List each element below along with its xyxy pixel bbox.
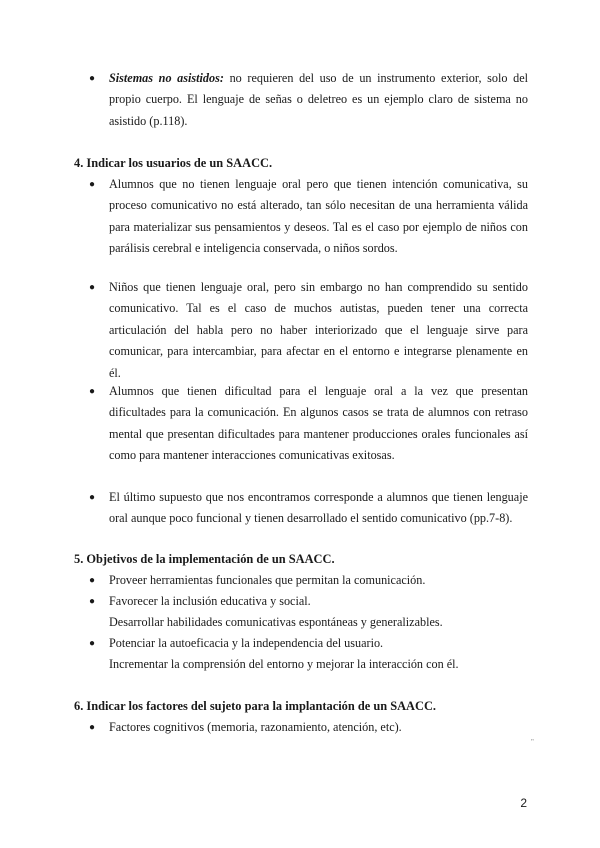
bullet-icon: ● [89,722,96,733]
bullet-icon: ● [89,282,96,293]
section-heading-6: 6. Indicar los factores del sujeto para la implantación de un SAACC. [74,699,436,713]
list-item-text: Factores cognitivos (memoria, razonamiento, atención, etc). [109,720,402,734]
list-item-text: Favorecer la inclusión educativa y social. [109,594,311,608]
bullet-icon: ● [89,596,96,607]
section-heading-5: 5. Objetivos de la implementación de un SAACC. [74,552,335,566]
section-4-list [74,487,528,530]
list-item-text: Potenciar la autoeficacia y la independencia del usuario. [109,636,384,650]
bullet-icon: ● [89,575,96,586]
term-label: Sistemas no asistidos: [109,71,224,85]
list-item-text: Niños que tienen lenguaje oral, pero sin embargo no han comprendido su sentido comunicativo. Tal es el caso de muchos autistas, pueden tener una correcta articulación del habla pero no haber interiorizado que el lenguaje sirve para comunicar, para intercambiar, para afectar en el entorno e integrarse plenamente en él. [109,280,528,380]
section-5-list [74,570,528,591]
section-4-list [74,174,528,260]
section-5-list [74,591,528,612]
section-4-list [74,381,528,467]
list-item [74,487,528,530]
bullet-icon: ● [89,179,96,190]
list-item-text: Alumnos que tienen dificultad para el lenguaje oral a la vez que presentan dificultades para la comunicación. En algunos casos se trata de alumnos con retraso mental que presentan dificultades para mantener producciones orales funcionales así como para mantener interacciones comunicativas exitosas. [109,384,528,463]
bullet-icon: ● [89,492,96,503]
section-heading-4: 4. Indicar los usuarios de un SAACC. [74,156,273,170]
list-item [74,277,528,384]
list-item-text: Proveer herramientas funcionales que permitan la comunicación. [109,573,426,587]
intro-list [74,68,528,132]
section-6-list [74,717,528,738]
stray-mark: " [531,738,534,746]
list-item-text: Alumnos que no tienen lenguaje oral pero que tienen intención comunicativa, su proceso comunicativo no está alterado, tan sólo necesitan de una herramienta válida para materializar sus pensamientos y deseos. Tal es el caso por ejemplo de niños con parálisis cerebral e inteligencia conservada, o niños sordos. [109,177,528,256]
list-item [74,68,528,132]
list-item [74,591,528,612]
page-number: 2 [520,796,527,810]
continuation-line: Incrementar la comprensión del entorno y mejorar la interacción con él. [109,657,459,671]
list-item [74,717,528,738]
list-item [74,633,528,654]
list-item [74,174,528,260]
list-item [74,570,528,591]
bullet-icon: ● [89,73,96,84]
continuation-line: Desarrollar habilidades comunicativas espontáneas y generalizables. [109,615,443,629]
section-4-list [74,277,528,384]
bullet-icon: ● [89,386,96,397]
list-item-text: El último supuesto que nos encontramos corresponde a alumnos que tienen lenguaje oral aunque poco funcional y tienen desarrollado el sentido comunicativo (pp.7-8). [109,490,528,526]
list-item [74,381,528,467]
term-description: no requieren del uso de un instrumento exterior, solo del propio cuerpo. El lenguaje de señas o deletreo es un ejemplo claro de sistema no asistido (p.118). [109,71,528,128]
section-5-list [74,633,528,654]
bullet-icon: ● [89,638,96,649]
